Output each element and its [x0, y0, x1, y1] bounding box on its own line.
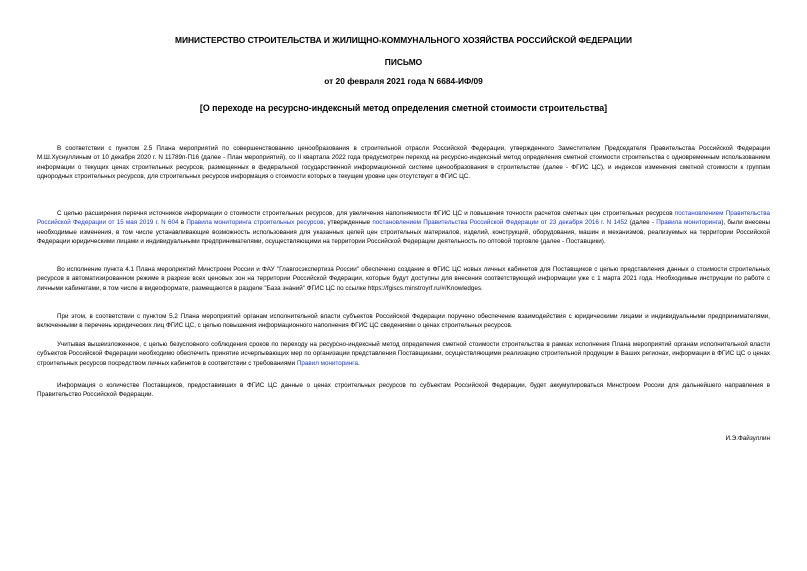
paragraph-3: Во исполнение пункта 4.1 Плана мероприятий Минстроем России и ФАУ "Главгосэкспертиза России" обеспечено создание в ФГИС ЦС новых личных кабинетов для Поставщиков с целью представления данных о стоимости строительных ресурсов в автоматизированном режиме в разрезе всех ценовых зон на территории Российской Федерации, которые будут доступны для внесения соответствующей информации уже с 1 марта 2021 года. Необходимые инструкции по работе с личными кабинетами, в том числе в видеоформате, размещаются в разделе "База знаний" ФГИС ЦС по ссылке https://fgiscs.minstroyrf.ru/#/Knowledges. [37, 266, 770, 292]
link-decree-604[interactable]: постановлением Правительства Российской Федерации от 15 мая 2019 г. N 604 [37, 210, 770, 227]
link-decree-1452[interactable]: постановлением Правительства Российской Федерации от 23 декабря 2016 г. N 1452 [372, 219, 628, 227]
paragraph-5-text-1: Учитывая вышеизложенное, с целью безусловного соблюдения сроков по переходу на ресурсно-индексный метод определения сметной стоимости строительства в рамках исполнения Плана мероприятий органам исполнительной власти субъектов Российской Федерации необходимо обеспечить принятие исчерпывающих мер по организации представления Поставщиками, осуществляющими реализацию строительной продукции в Ваших регионах, информации в ФГИС ЦС о ценах строительных ресурсов посредством личных кабинетов в соответствии с требованиями [37, 341, 770, 367]
paragraph-2-text-1: С целью расширения перечня источников информации о стоимости строительных ресурсов, для увеличения наполняемости ФГИС ЦС и повышения точности расчетов сметных цен строительных ресурсов [57, 210, 675, 217]
paragraph-6: Информация о количестве Поставщиков, предоставивших в ФГИС ЦС данные о ценах строительных ресурсов по субъектам Российской Федерации, будет аккумулироваться Минстроем России для дальнейшего направления в Правительство Российской Федерации. [37, 382, 770, 399]
document-subject: [О переходе на ресурсно-индексный метод определения сметной стоимости строительства] [199, 103, 608, 113]
link-monitoring-rules-requirements[interactable]: Правил мониторинга [296, 359, 358, 367]
link-monitoring-rules-short[interactable]: Правила мониторинга [656, 219, 722, 227]
document-type: ПИСЬМО [384, 57, 423, 67]
paragraph-5-text-2: . [357, 359, 360, 367]
paragraph-1: В соответствии с пунктом 2.5 Плана мероприятий по совершенствованию ценообразования в строительной отрасли Российской Федерации, утвержденного Заместителем Председателя Правительства Российской Федерации М.Ш.Хуснуллиным от 10 декабря 2020 г. N 11789п-П16 (далее - План мероприятий), со II квартала 2022 года предусмотрен переход на ресурсно-индексный метод определения сметной стоимости строительства с одновременным использованием информации о текущих ценах строительных ресурсов, размещенных в федеральной государственной информационной системе ценообразования в строительстве (далее - ФГИС ЦС), и индексов изменения сметной стоимости к группам однородных строительных ресурсов, для строительных ресурсов информация о стоимости которых в текущем уровне цен отсутствует в ФГИС ЦС. [37, 145, 770, 181]
paragraph-4: При этом, в соответствии с пунктом 5.2 Плана мероприятий органам исполнительной власти субъектов Российской Федерации поручено обеспечение взаимодействия с юридическими лицами и индивидуальными предпринимателями, включенными в перечень юридических лиц ФГИС ЦС, с целью повышения информационного наполнения ФГИС ЦС сведениями о ценах строительных ресурсов. [37, 313, 770, 330]
signature: И.Э.Файзуллин [725, 435, 770, 442]
paragraph-2-text-5: ), были внесены необходимые изменения, в том числе устанавливающие возможность использования для указанных целей цен строительных материалов, изделий, конструкций, оборудования, машин и механизмов, реализуемых на территории Российской Федерации юридическими лицами и индивидуальными предпринимателями, осуществляющими на территории Российской Федерации деятельность по оптовой торговле (далее - Поставщики). [37, 219, 770, 246]
paragraph-5 [37, 340, 770, 368]
ministry-heading: МИНИСТЕРСТВО СТРОИТЕЛЬСТВА И ЖИЛИЩНО-КОММУНАЛЬНОГО ХОЗЯЙСТВА РОССИЙСКОЙ ФЕДЕРАЦИИ [175, 35, 632, 45]
paragraph-2-text-3: , утвержденные [323, 219, 373, 227]
link-monitoring-rules[interactable]: Правила мониторинга строительных ресурсов [186, 219, 324, 227]
paragraph-2-text-4: (далее - [627, 219, 657, 227]
document-date-number: от 20 февраля 2021 года N 6684-ИФ/09 [324, 76, 483, 86]
paragraph-2 [37, 209, 770, 246]
paragraph-2-text-2: в [178, 219, 187, 227]
